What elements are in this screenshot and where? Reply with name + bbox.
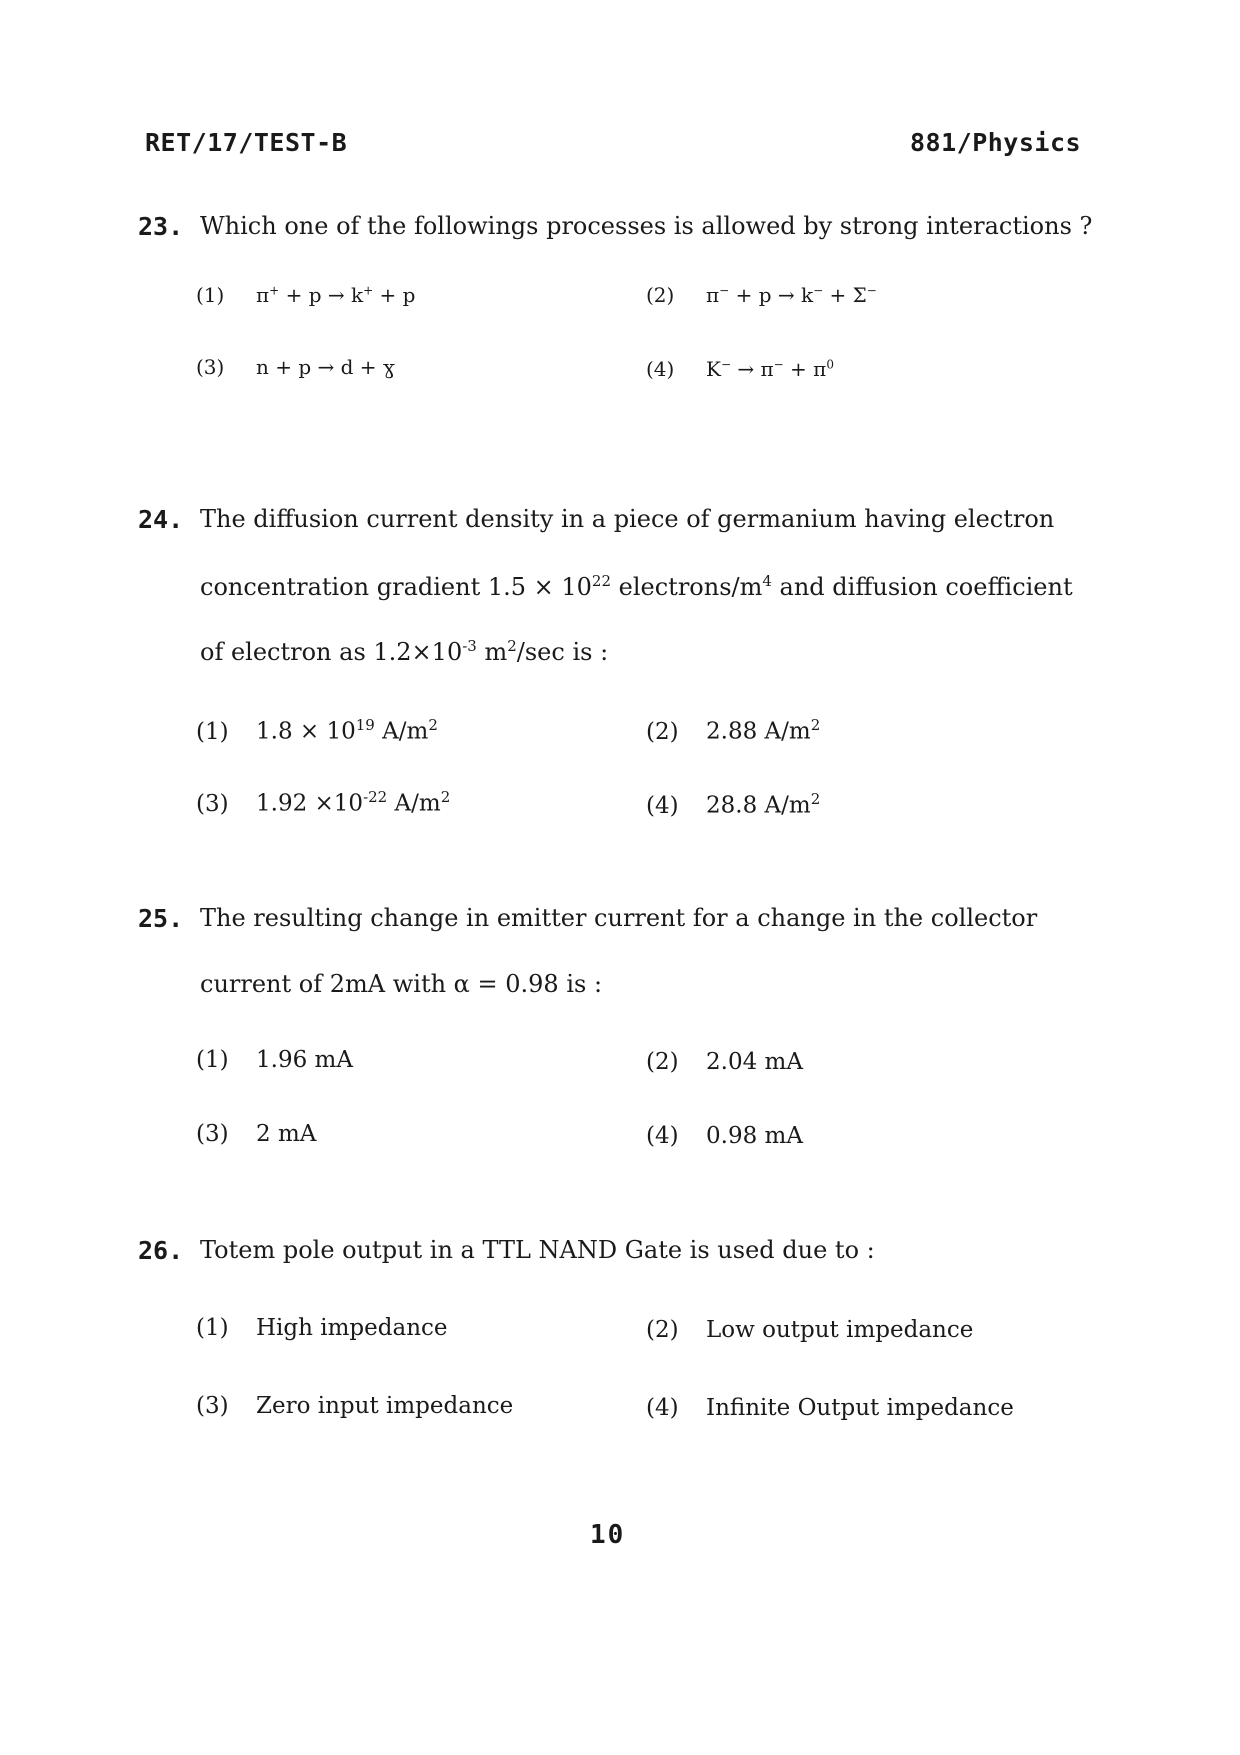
option-1: (1) 1.96 mA <box>196 1047 353 1073</box>
option-3: (3) Zero input impedance <box>196 1393 514 1419</box>
question-number: 23. <box>138 212 184 241</box>
option-4: (4) Infinite Output impedance <box>646 1395 1014 1421</box>
question-number: 25. <box>138 904 184 933</box>
option-3: (3) 2 mA <box>196 1121 317 1147</box>
question-text: Totem pole output in a TTL NAND Gate is used due to : <box>200 1236 875 1264</box>
exam-code: RET/17/TEST-B <box>145 128 348 157</box>
option-4: (4) 0.98 mA <box>646 1123 803 1149</box>
question-number: 24. <box>138 505 184 534</box>
option-1: (1) High impedance <box>196 1315 448 1341</box>
page-number: 10 <box>590 1520 626 1550</box>
option-1: (1) π+ + p → k+ + p <box>196 283 416 307</box>
question-number: 26. <box>138 1236 184 1265</box>
question-text-line-2: current of 2mA with α = 0.98 is : <box>200 970 603 998</box>
question-text-line-1: The resulting change in emitter current for a change in the collector <box>200 904 1038 932</box>
option-2: (2) π− + p → k− + Σ− <box>646 283 877 307</box>
option-4: (4) 28.8 $A/m^2$ <box>646 790 821 819</box>
option-1: (1) $1.8 \times 10^{19}$ $A/m^2$ <box>196 716 438 745</box>
option-3: (3) n + p → d + ɣ <box>196 355 395 379</box>
option-2: (2) 2.04 mA <box>646 1049 803 1075</box>
option-2: (2) Low output impedance <box>646 1317 974 1343</box>
option-3: (3) $1.92 \times 10^{-22}$ $A/m^2$ <box>196 788 451 817</box>
option-2: (2) 2.88 $A/m^2$ <box>646 716 821 745</box>
subject-code: 881/Physics <box>910 128 1082 157</box>
question-text-line-1: The diffusion current density in a piece of germanium having electron <box>200 505 1055 533</box>
question-text: Which one of the followings processes is allowed by strong interactions ? <box>200 212 1093 240</box>
option-4: (4) $K^- \to \pi^- + \pi^0$ <box>646 357 834 381</box>
question-text-line-2: concentration gradient $1.5 \times 10^{22}$ electrons/$m^4$ and diffusion coefficient <box>200 572 1073 601</box>
question-text-line-3: of electron as $1.2\times 10^{-3}$ $m^2/\sec$ is : <box>200 637 609 666</box>
